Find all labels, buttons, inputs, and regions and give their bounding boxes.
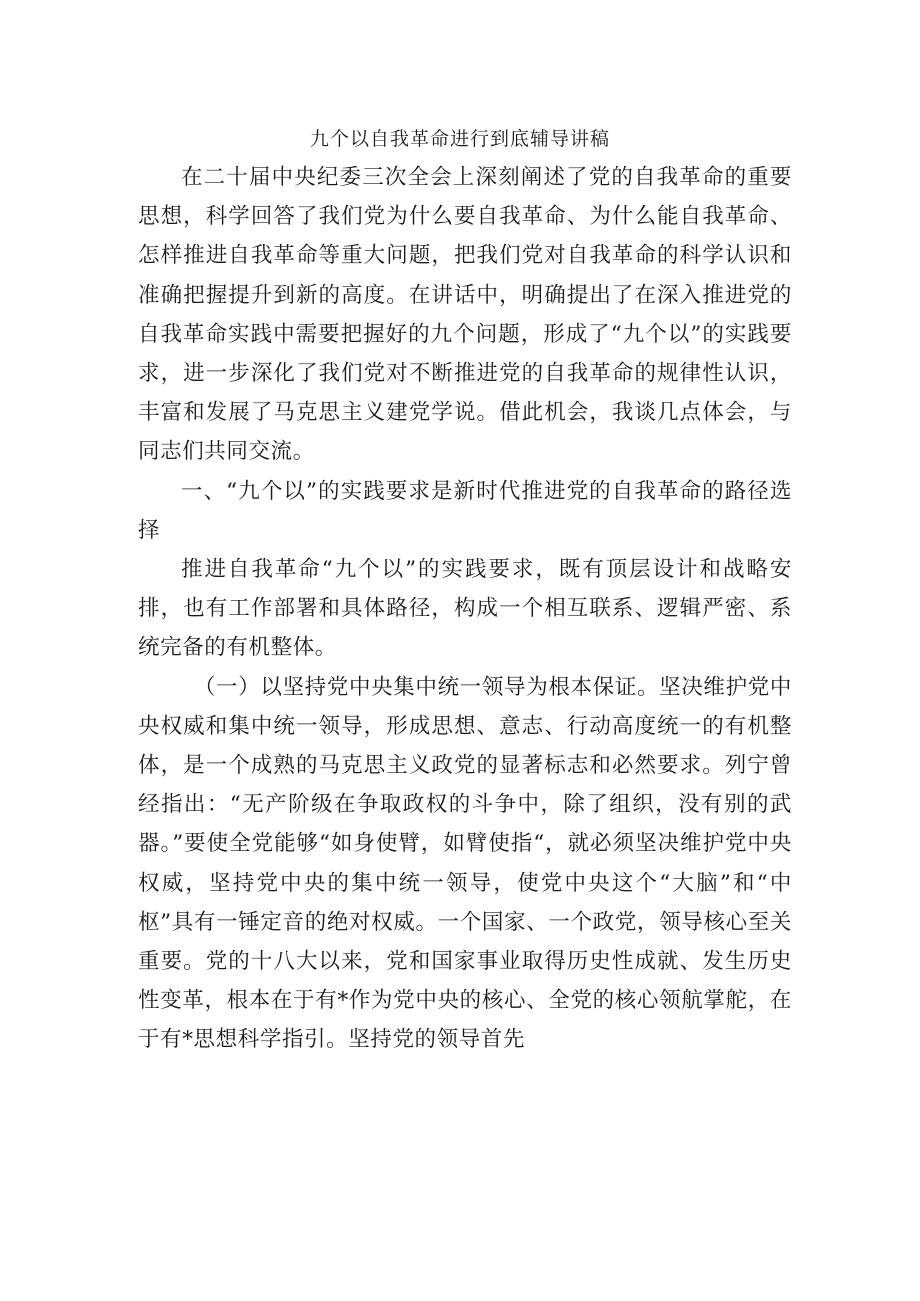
- intro-paragraph: 在二十届中央纪委三次全会上深刻阐述了党的自我革命的重要思想，科学回答了我们党为什么要自我革命、为什么能自我革命、怎样推进自我革命等重大问题，把我们党对自我革命的科学认识和准确把握提升到新的高度。在讲话中，明确提出了在深入推进党的自我革命实践中需要把握好的九个问题，形成了“九个以”的实践要求，进一步深化了我们党对不断推进党的自我革命的规律性认识，丰富和发展了马克思主义建党学说。借此机会，我谈几点体会，与同志们共同交流。: [138, 165, 792, 465]
- document-body: [138, 158, 792, 1060]
- section-heading-1: 一、“九个以”的实践要求是新时代推进党的自我革命的路径选择: [138, 478, 792, 543]
- subsection-paragraph-1: （一）以坚持党中央集中统一领导为根本保证。坚决维护党中央权威和集中统一领导，形成思想、意志、行动高度统一的有机整体，是一个成熟的马克思主义政党的显著标志和必然要求。列宁曾经指出：“无产阶级在争取政权的斗争中，除了组织，没有别的武器。”要使全党能够“如身使臂，如臂使指“，就必须坚决维护党中央权威，坚持党中央的集中统一领导，使党中央这个“大脑”和“中枢”具有一锤定音的绝对权威。一个国家、一个政党，领导核心至关重要。党的十八大以来，党和国家事业取得历史性成就、发生历史性变革，根本在于有*作为党中央的核心、全党的核心领航掌舵，在于有*思想科学指引。坚持党的领导首先: [138, 674, 792, 1053]
- section-summary-paragraph: 推进自我革命“九个以”的实践要求，既有顶层设计和战略安排，也有工作部署和具体路径，构成一个相互联系、逻辑严密、系统完备的有机整体。: [138, 557, 792, 661]
- document-title: 九个以自我革命进行到底辅导讲稿: [309, 128, 610, 150]
